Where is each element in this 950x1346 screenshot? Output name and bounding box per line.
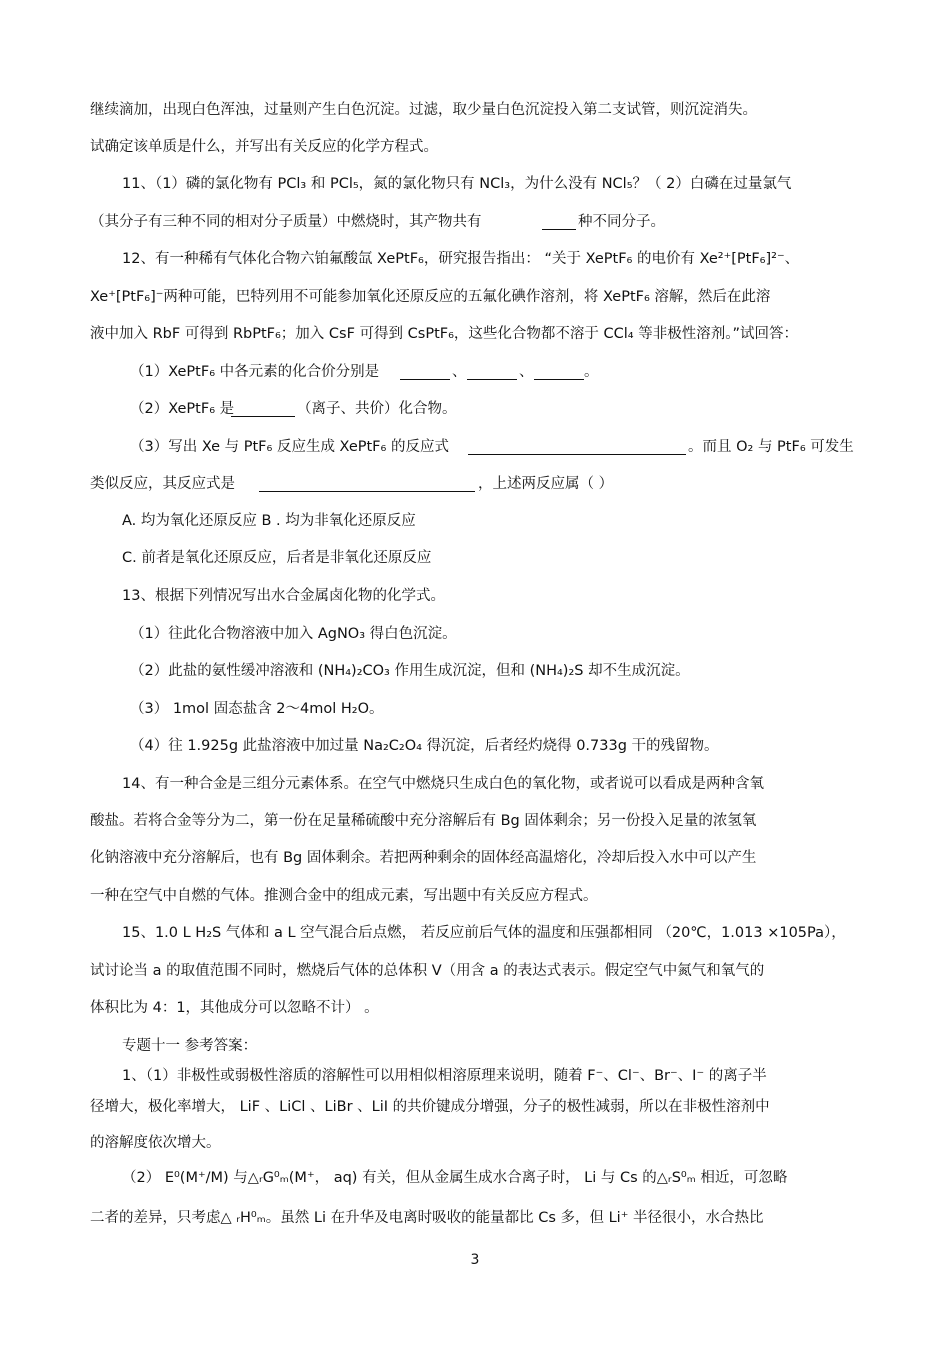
- blank-q12-bond-type[interactable]: [231, 401, 295, 417]
- text-line: 专题十一 参考答案：: [122, 1038, 258, 1054]
- text-line: 酸盐。若将合金等分为二，第一份在足量稀硫酸中充分溶解后有 Bg 固体剩余；另一份投入足量的浓氢氧: [90, 813, 757, 829]
- text-line: 1、（1）非极性或弱极性溶质的溶解性可以用相似相溶原理来说明，随着 F⁻、Cl⁻、Br⁻、I⁻ 的离子半: [122, 1068, 767, 1084]
- text-line: 类似反应，其反应式是: [90, 476, 235, 492]
- text-line: （1）XePtF₆ 中各元素的化合价分别是: [130, 364, 380, 380]
- text-line: 12、有一种稀有气体化合物六铂氟酸氙 XePtF₆，研究报告指出： “关于 XePtF₆ 的电价有 Xe²⁺[PtF₆]²⁻、: [122, 251, 800, 267]
- text-line: 种不同分子。: [578, 214, 665, 230]
- text-line: 15、1.0 L H₂S 气体和 a L 空气混合后点燃， 若反应前后气体的温度和压强都相同 （20℃，1.013 ×105Pa），: [122, 925, 846, 941]
- text-line: （1）往此化合物溶液中加入 AgNO₃ 得白色沉淀。: [130, 626, 457, 642]
- text-line: （2）此盐的氨性缓冲溶液和 (NH₄)₂CO₃ 作用生成沉淀，但和 (NH₄)₂S 却不生成沉淀。: [130, 663, 690, 679]
- page-number: 3: [470, 1252, 480, 1268]
- blank-q12-valence-pt[interactable]: [467, 364, 517, 380]
- text-line: 的溶解度依次增大。: [90, 1135, 221, 1151]
- blank-q12-equation-o2[interactable]: [259, 476, 475, 492]
- text-line: Xe⁺[PtF₆]⁻两种可能，巴特列用不可能参加氧化还原反应的五氟化碘作溶剂，将 XePtF₆ 溶解，然后在此溶: [90, 289, 771, 305]
- text-line: （离子、共价）化合物。: [297, 401, 457, 417]
- text-line: 试讨论当 a 的取值范围不同时，燃烧后气体的总体积 V（用含 a 的表达式表示。假定空气中氮气和氧气的: [90, 963, 765, 979]
- text-line: （2） E⁰(M⁺/M) 与△ᵣG⁰ₘ(M⁺， aq) 有关，但从金属生成水合离子时， Li 与 Cs 的△ᵣS⁰ₘ 相近，可忽略: [122, 1170, 788, 1186]
- text-line: 化钠溶液中充分溶解后，也有 Bg 固体剩余。若把两种剩余的固体经高温熔化，冷却后投入水中可以产生: [90, 850, 757, 866]
- text-line: 二者的差异，只考虑△ ᵣH⁰ₘ。虽然 Li 在升华及电离时吸收的能量都比 Cs 多，但 Li⁺ 半径很小，水合热比: [90, 1210, 764, 1226]
- text-line: 液中加入 RbF 可得到 RbPtF₆；加入 CsF 可得到 CsPtF₆，这些化合物都不溶于 CCl₄ 等非极性溶剂。”试回答：: [90, 326, 798, 342]
- text-line: 一种在空气中自燃的气体。推测合金中的组成元素，写出题中有关反应方程式。: [90, 888, 598, 904]
- text-line: 11、（1）磷的氯化物有 PCl₃ 和 PCl₅，氮的氯化物只有 NCl₃，为什么没有 NCl₅？（ 2）白磷在过量氯气: [122, 176, 792, 192]
- text-line: C. 前者是氧化还原反应，后者是非氧化还原反应: [122, 550, 432, 566]
- blank-q12-equation-xe[interactable]: [468, 439, 686, 455]
- separator: 、: [519, 364, 534, 380]
- text-line: 13、根据下列情况写出水合金属卤化物的化学式。: [122, 588, 445, 604]
- text-line: （其分子有三种不同的相对分子质量）中燃烧时，其产物共有: [90, 214, 482, 230]
- blank-q12-valence-xe[interactable]: [400, 364, 450, 380]
- text-line: 体积比为 4：1，其他成分可以忽略不计） 。: [90, 1000, 379, 1016]
- text-line: ，上述两反应属（ ）: [478, 476, 614, 492]
- text-line: A. 均为氧化还原反应 B . 均为非氧化还原反应: [122, 513, 416, 529]
- text-line: （3） 1mol 固态盐含 2～4mol H₂O。: [130, 701, 384, 717]
- text-line: （3）写出 Xe 与 PtF₆ 反应生成 XePtF₆ 的反应式: [130, 439, 449, 455]
- text-line: 径增大，极化率增大， LiF 、LiCl 、LiBr 、LiI 的共价键成分增强，分子的极性减弱，所以在非极性溶剂中: [90, 1099, 770, 1115]
- text-line: 。而且 O₂ 与 PtF₆ 可发生: [688, 439, 854, 455]
- text-line: 继续滴加，出现白色浑浊，过量则产生白色沉淀。过滤，取少量白色沉淀投入第二支试管，则沉淀消失。: [90, 102, 757, 118]
- separator: 、: [452, 364, 467, 380]
- text-line: （2）XePtF₆ 是: [130, 401, 235, 417]
- blank-q11-count[interactable]: [542, 214, 576, 230]
- text-line: 14、有一种合金是三组分元素体系。在空气中燃烧只生成白色的氧化物，或者说可以看成是两种含氧: [122, 776, 764, 792]
- separator: 。: [584, 364, 599, 380]
- text-line: （4）往 1.925g 此盐溶液中加过量 Na₂C₂O₄ 得沉淀，后者经灼烧得 0.733g 干的残留物。: [130, 738, 719, 754]
- blank-q12-valence-f[interactable]: [534, 364, 584, 380]
- text-line: 试确定该单质是什么，并写出有关反应的化学方程式。: [90, 139, 438, 155]
